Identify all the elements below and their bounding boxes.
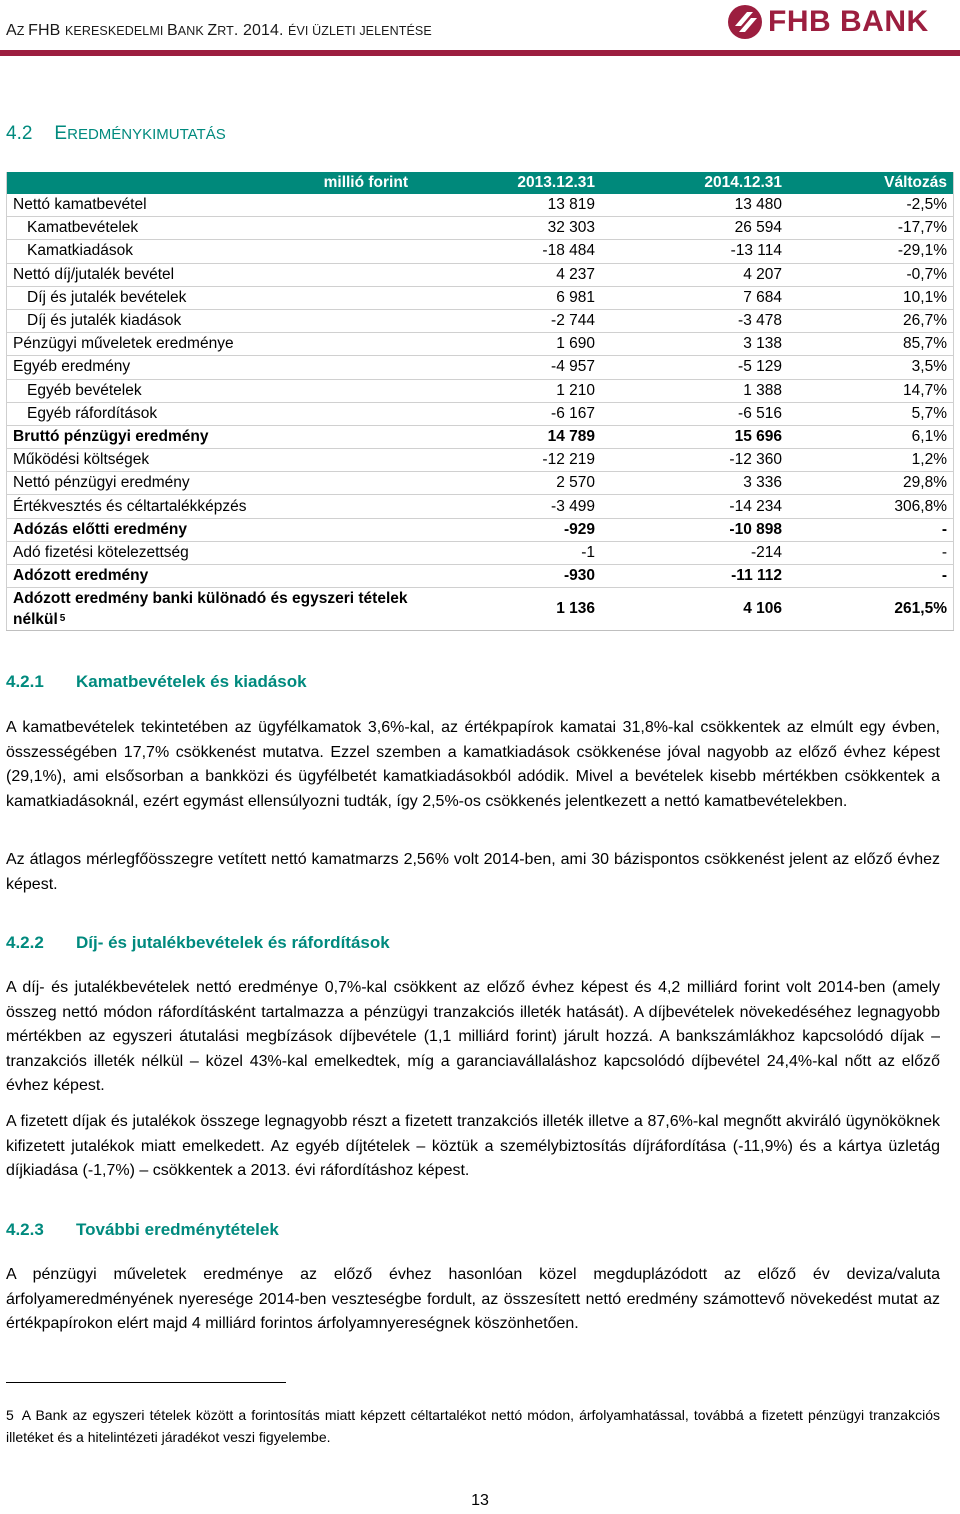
paragraph: Az átlagos mérlegfőösszegre vetített nettó kamatmarzs 2,56% volt 2014-ben, ami 30 bázispontos csökkenést jelent az előző évhez képest. [6, 851, 940, 893]
table-row: Egyéb bevételek 1 210 1 388 14,7% [7, 379, 954, 402]
page-number: 13 [471, 1492, 489, 1509]
table-row: Adózott eredmény -930 -11 112 - [7, 565, 954, 588]
table-row: Díj és jutalék kiadások -2 744 -3 478 26,7% [7, 309, 954, 332]
footnote-ref: 5 [59, 612, 66, 624]
footnote: 5 A Bank az egyszeri tételek között a forintosítás miatt képzett céltartalékot nettó módon, árfolyamhatással, továbbá a fizetett pénzügyi tranzakciós illetéket és a hitelintézeti járadékot veszi figyelembe. [6, 1407, 940, 1445]
header-rule [0, 50, 960, 56]
footnote-mark: 5 [6, 1407, 14, 1423]
paragraph: A kamatbevételek tekintetében az ügyfélkamatok 3,6%-kal, az értékpapírok kamatai 31,8%-kal csökkentek az elmúlt egy évben, összességében 17,7% csökkenést mutatva. Ezzel szemben a kamatkiadások csökkenése jóval nagyobb az előző évhez képest (29,1%), ami elsősorban a bankközi és ügyfélbetét kamatkiadásokból adódik. Mivel a bevételek kisebb mértékben csökkentek a kamatkiadásoknál, ezért egymást ellensúlyozni tudták, így 2,5%-os csökkenés jelentkezett a nettó kamatbevételekben. [6, 719, 940, 810]
table-row: Pénzügyi műveletek eredménye 1 690 3 138 85,7% [7, 333, 954, 356]
subsection-heading: 4.2.1 Kamatbevételek és kiadások [6, 672, 307, 691]
table-header-row [7, 172, 954, 194]
table-row: Adózás előtti eredmény -929 -10 898 - [7, 518, 954, 541]
col-header-2014: 2014.12.31 [601, 172, 788, 194]
paragraph: A pénzügyi műveletek eredménye az előző évhez hasonlóan közel megduplázódott az előző év deviza/valuta árfolyameredményének nyeresége 2014-ben veszteségbe fordult, az összesített nettó eredmény számottevő növekedést mutat az értékpapírokon elért majd 4 milliárd forintos árfolyamnyereségnek köszönhetően. [6, 1266, 940, 1333]
col-header-unit: millió forint [7, 172, 415, 194]
subsection-heading: 4.2.2 Díj- és jutalékbevételek és ráfordítások [6, 933, 390, 952]
col-header-2013: 2013.12.31 [414, 172, 601, 194]
paragraph: A díj- és jutalékbevételek nettó eredménye 0,7%-kal csökkent az előző évhez képest és 4,2 milliárd forint volt 2014-ben (amely összeg nettó módon ráfordításként tartalmazza a pénzügyi tranzakciós illeték hatását). A díjbevételek növekedéséhez legnagyobb mértékben az egyszeri átutalási megbízások díjbevétele (1,1 milliárd forint) járult hozzá. A bankszámlákhoz kapcsolódó díjak – tranzakciós illeték nélkül – közel 43%-kal emelkedtek, míg a garanciavállaláshoz kapcsolódó díjbevétel 24,4%-kal nőtt az előző évhez képest. [6, 979, 940, 1095]
table-row: Értékvesztés és céltartalékképzés -3 499 -14 234 306,8% [7, 495, 954, 518]
table-row: Kamatbevételek 32 303 26 594 -17,7% [7, 217, 954, 240]
table-row: Díj és jutalék bevételek 6 981 7 684 10,1% [7, 286, 954, 309]
table-row: Kamatkiadások -18 484 -13 114 -29,1% [7, 240, 954, 263]
table-row: Működési költségek -12 219 -12 360 1,2% [7, 449, 954, 472]
table-row: Nettó kamatbevétel 13 819 13 480 -2,5% [7, 194, 954, 217]
table-row: Bruttó pénzügyi eredmény 14 789 15 696 6,1% [7, 425, 954, 448]
footnote-rule [6, 1382, 286, 1383]
paragraph: A fizetett díjak és jutalékok összege legnagyobb részt a fizetett tranzakciós illeték illetve a 87,6%-kal megnőtt akviráló ügynököknek kifizetett jutalékok miatt emelkedett. Az egyéb díjtételek – köztük a személybiztosítás díjráfordítása (-11,9%) és a kártya üzletág díjkiadása (-1,7%) – csökkentek a 2013. évi ráfordításhoz képest. [6, 1113, 940, 1180]
fhb-logo-icon [727, 4, 763, 40]
section-title: 4.2 EREDMÉNYKIMUTATÁS [6, 123, 226, 144]
running-header: AZ FHB KERESKEDELMI BANK ZRT. 2014. ÉVI ÜZLETI JELENTÉSE [6, 22, 432, 39]
logo-text: FHB BANK [768, 5, 929, 38]
table-row: Adózott eredmény banki különadó és egyszeri tételek nélkül $^5$ 1 136 4 106 261,5% [7, 588, 954, 631]
income-statement-table [6, 172, 954, 631]
table-row: Egyéb eredmény -4 957 -5 129 3,5% [7, 356, 954, 379]
table-row: Egyéb ráfordítások -6 167 -6 516 5,7% [7, 402, 954, 425]
col-header-change: Változás [788, 172, 954, 194]
table-row: Nettó díj/jutalék bevétel 4 237 4 207 -0,7% [7, 263, 954, 286]
fhb-bank-logo [727, 3, 929, 41]
table-row: Nettó pénzügyi eredmény 2 570 3 336 29,8% [7, 472, 954, 495]
section-number: 4.2 [6, 123, 33, 144]
table-row: Adó fizetési kötelezettség -1 -214 - [7, 541, 954, 564]
subsection-heading: 4.2.3 További eredménytételek [6, 1220, 279, 1239]
